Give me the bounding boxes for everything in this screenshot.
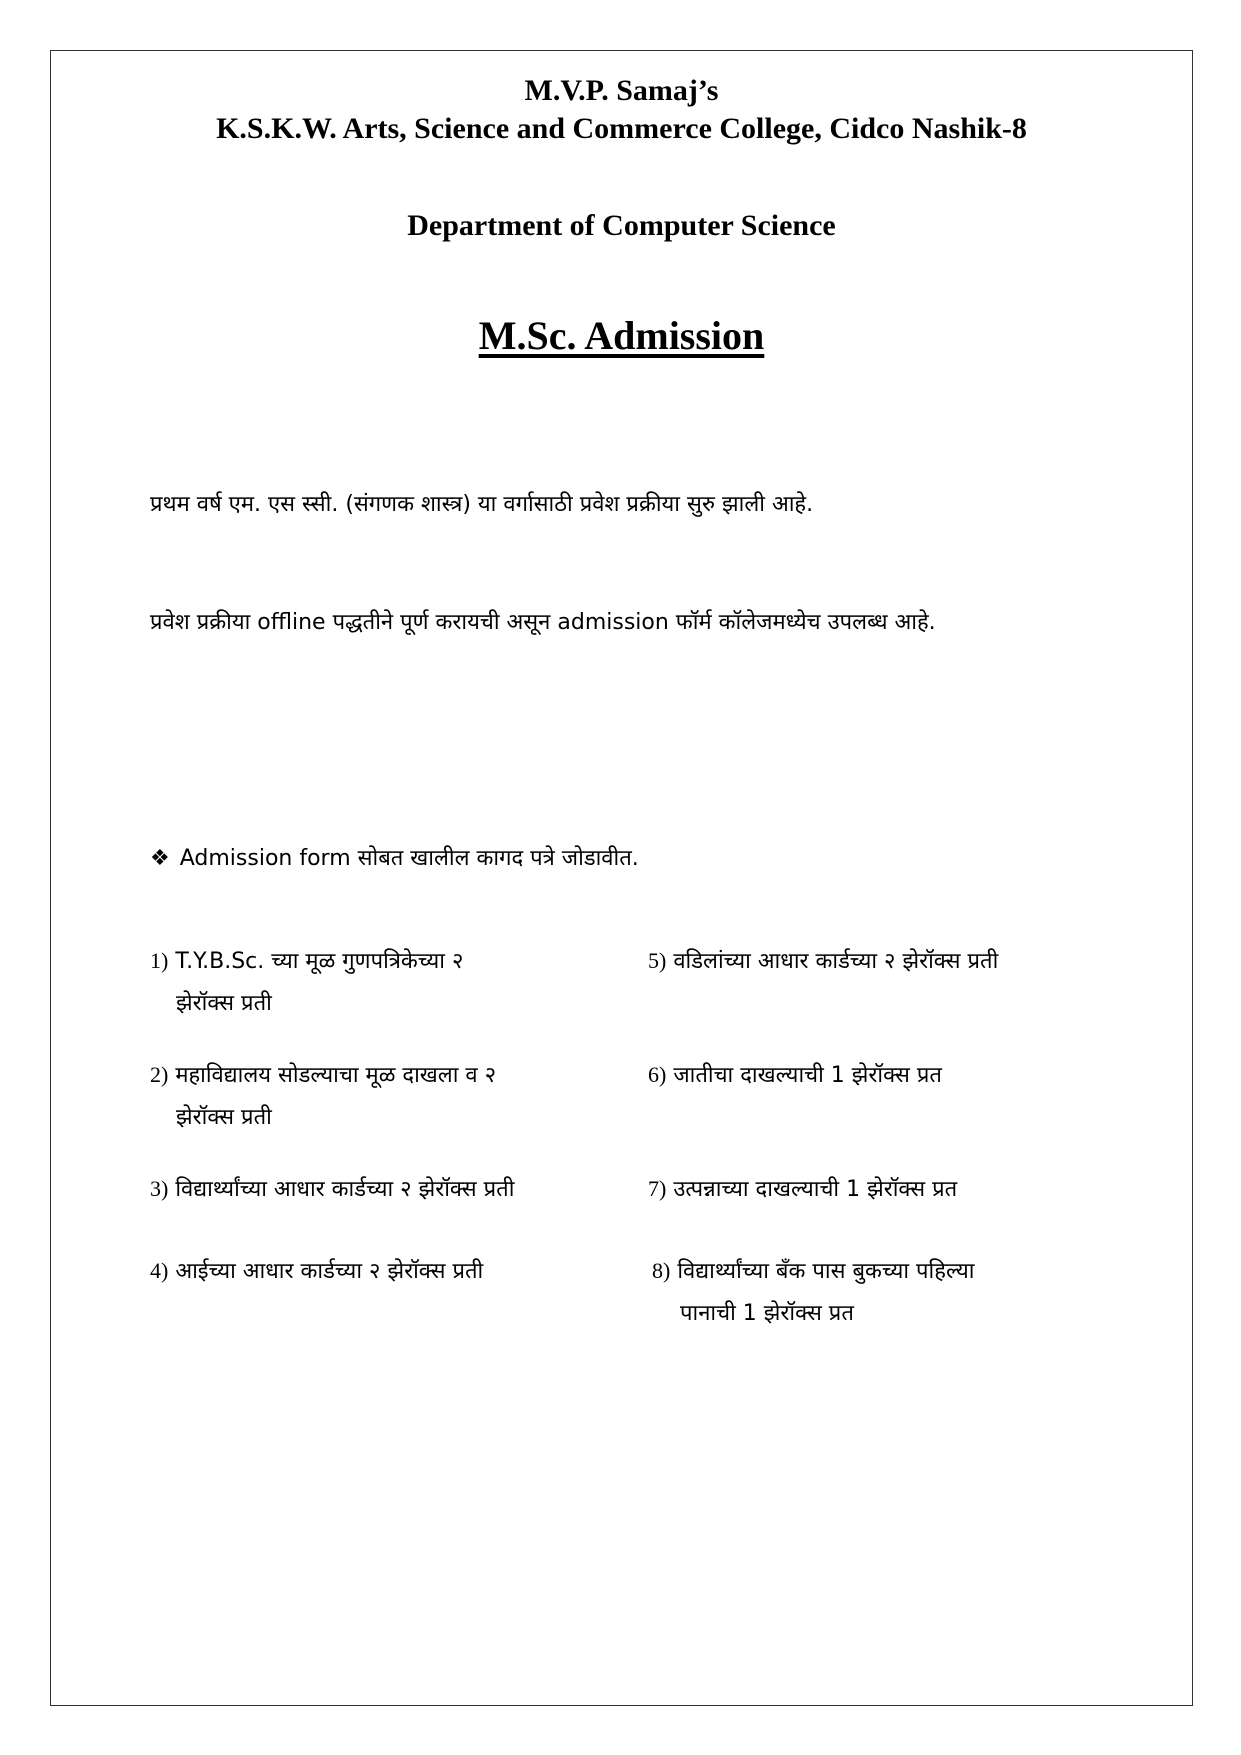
document-item-6 [648,1054,1088,1097]
item-text: उत्पन्नाच्या दाखल्याची 1 झेरॉक्स प्रत [673,1177,958,1202]
item-number: 7) [648,1176,667,1201]
documents-heading [150,844,639,874]
organization-name: M.V.P. Samaj’s [524,74,719,107]
document-item-8 [652,1250,1092,1335]
document-item-5 [648,940,1088,983]
department-name: Department of Computer Science [407,209,836,242]
item-number: 5) [648,948,667,973]
diamond-bullet-icon: ❖ [150,846,170,871]
item-text-continued: पानाची 1 झेरॉक्स प्रत [680,1301,854,1326]
item-text: विद्यार्थ्यांच्या बँक पास बुकच्या पहिल्या [677,1259,975,1284]
item-number: 4) [150,1258,169,1283]
item-number: 8) [652,1258,671,1283]
page-title: M.Sc. Admission [478,313,765,358]
item-text: आईच्या आधार कार्डच्या २ झेरॉक्स प्रती [175,1259,484,1284]
item-text-continued: झेरॉक्स प्रती [176,1105,272,1130]
item-text: जातीचा दाखल्याची 1 झेरॉक्स प्रत [673,1063,942,1088]
notice-offline-process: प्रवेश प्रक्रीया offline पद्धतीने पूर्ण करायची असून admission फॉर्म कॉलेजमध्येच उपलब्ध आहे. [150,610,936,635]
documents-heading-text: Admission form सोबत खालील कागद पत्रे जोडावीत. [179,846,639,871]
item-text-continued: झेरॉक्स प्रती [176,991,272,1016]
page-border [50,50,1193,1706]
document-item-3 [150,1168,590,1211]
document-item-2 [150,1054,590,1139]
document-item-4 [150,1250,590,1293]
item-number: 1) [150,948,169,973]
item-number: 6) [648,1062,667,1087]
item-text: T.Y.B.Sc. च्या मूळ गुणपत्रिकेच्या २ [175,949,464,974]
document-item-7 [648,1168,1088,1211]
college-name: K.S.K.W. Arts, Science and Commerce College, Cidco Nashik-8 [216,112,1027,145]
item-text: वडिलांच्या आधार कार्डच्या २ झेरॉक्स प्रती [673,949,999,974]
item-text: महाविद्यालय सोडल्याचा मूळ दाखला व २ [175,1063,497,1088]
item-number: 2) [150,1062,169,1087]
notice-admission-open: प्रथम वर्ष एम. एस स्सी. (संगणक शास्त्र) या वर्गासाठी प्रवेश प्रक्रीया सुरु झाली आहे. [150,492,814,517]
document-item-1 [150,940,590,1025]
item-text: विद्यार्थ्यांच्या आधार कार्डच्या २ झेरॉक्स प्रती [175,1177,515,1202]
item-number: 3) [150,1176,169,1201]
